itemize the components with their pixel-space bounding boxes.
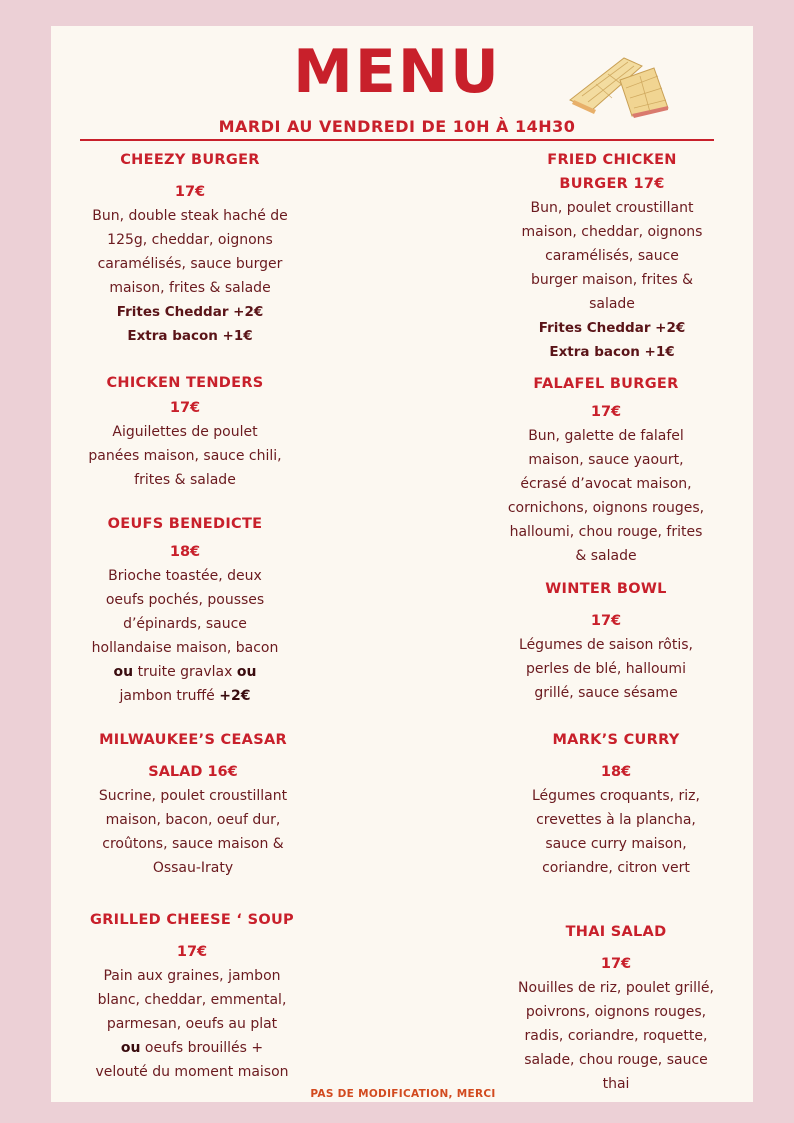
item-price: SALAD 16€: [148, 764, 238, 780]
item-price: 17€: [600, 956, 632, 972]
item-name: CHICKEN TENDERS: [106, 375, 264, 391]
footer-notice: PAS DE MODIFICATION, MERCI: [310, 1088, 496, 1100]
item-description: Légumes de saison rôtis, perles de blé, halloumi grillé, sauce sésame: [519, 637, 693, 701]
item-description: Aiguilettes de poulet panées maison, sauce chili, frites & salade: [88, 424, 282, 488]
menu-item-falafel-burger: [494, 372, 718, 568]
item-name: CHEEZY BURGER: [120, 152, 260, 168]
item-description: Bun, galette de falafel maison, sauce yaourt, écrasé d’avocat maison, cornichons, oignons rouges, halloumi, chou rouge, frites & salade: [507, 428, 705, 564]
item-price: 17€: [174, 184, 206, 200]
item-description: Sucrine, poulet croustillant maison, bacon, oeuf dur, croûtons, sauce maison & Ossau-Iraty: [98, 788, 288, 876]
item-name: GRILLED CHEESE ‘ SOUP: [90, 912, 294, 928]
item-name: THAI SALAD: [565, 924, 667, 940]
opening-hours: MARDI AU VENDREDI DE 10H À 14H30: [218, 117, 576, 136]
menu-item-grilled-cheese-soup: [80, 908, 304, 1084]
menu-item-cheezy-burger: [80, 148, 300, 348]
item-name: MILWAUKEE’S CEASAR: [99, 732, 287, 748]
item-extra: Frites Cheddar +2€: [538, 320, 686, 336]
item-description: Bun, double steak haché de 125g, cheddar, oignons caramélisés, sauce burger maison, frites & salade: [92, 208, 288, 296]
sandwich-illustration: [562, 50, 674, 118]
item-price: 17€: [176, 944, 208, 960]
menu-item-winter-bowl: [496, 577, 716, 705]
item-name: WINTER BOWL: [545, 581, 667, 597]
item-price: BURGER 17€: [559, 176, 665, 192]
item-extra: Frites Cheddar +2€: [116, 304, 264, 320]
item-description: Brioche toastée, deux oeufs pochés, pousses d’épinards, sauce hollandaise maison, bacon ou truite gravlax ou jambon truffé +2€: [91, 568, 279, 704]
item-extra: Extra bacon +1€: [549, 344, 675, 360]
item-name: OEUFS BENEDICTE: [107, 516, 263, 532]
menu-item-fried-chicken-burger: [500, 148, 724, 364]
item-name: FRIED CHICKEN: [547, 152, 677, 168]
item-name: MARK’S CURRY: [552, 732, 680, 748]
item-description: Bun, poulet croustillant maison, cheddar, oignons caramélisés, sauce burger maison, frites & salade: [521, 200, 703, 312]
header-divider: [80, 139, 714, 141]
item-price: 18€: [169, 544, 201, 560]
menu-item-thai-salad: [504, 920, 728, 1096]
item-name: FALAFEL BURGER: [533, 376, 679, 392]
item-price: 17€: [590, 404, 622, 420]
menu-item-oeufs-benedicte: [76, 512, 294, 708]
menu-item-marks-curry: [506, 728, 726, 880]
item-price: 17€: [590, 613, 622, 629]
item-description: Pain aux graines, jambon blanc, cheddar, emmental, parmesan, oeufs au plat ou oeufs brouillés + velouté du moment maison: [95, 968, 289, 1080]
item-price: 17€: [169, 400, 201, 416]
item-extra: Extra bacon +1€: [127, 328, 253, 344]
menu-item-chicken-tenders: [76, 371, 294, 492]
item-price: 18€: [600, 764, 632, 780]
menu-item-milwaukee-ceasar-salad: [80, 728, 306, 880]
menu-title: MENU: [293, 37, 501, 107]
item-description: Nouilles de riz, poulet grillé, poivrons, oignons rouges, radis, coriandre, roquette, salade, chou rouge, sauce thai: [518, 980, 714, 1092]
item-description: Légumes croquants, riz, crevettes à la plancha, sauce curry maison, coriandre, citron vert: [532, 788, 700, 876]
